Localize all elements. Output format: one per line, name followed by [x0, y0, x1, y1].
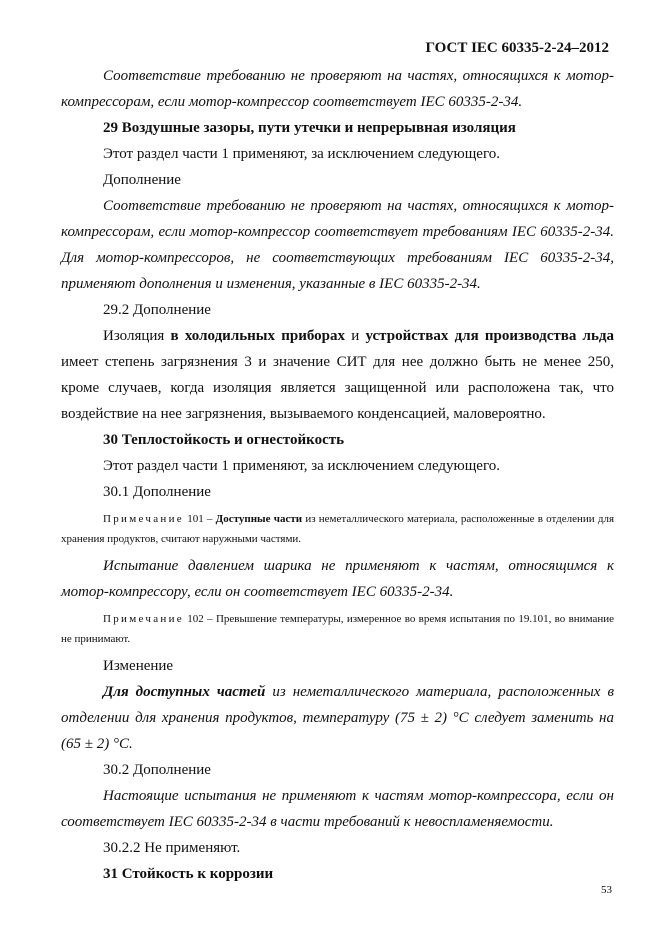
- term-ice-makers: устройствах для производства льда: [365, 328, 614, 344]
- compliance-paragraph: Соответствие требованию не проверяют на частях, относящихся к мотор-компрессорам, если мотор-компрессор соответствует IEC 60335-2-34.: [61, 68, 614, 110]
- modification-text: Для доступных частей из неметаллического материала, расположенных в отделении для хранения продуктов, температуру (75 ± 2) °С следует заменить на (65 ± 2) °С.: [61, 684, 614, 752]
- clause-30-1-title: 30.1 Дополнение: [103, 484, 211, 500]
- clause-30-2-text: Настоящие испытания не применяют к частям мотор-компрессора, если он соответствует IEC 60335-2-34 в части требований к невоспламеняемости.: [61, 788, 614, 830]
- section-30-intro: Этот раздел части 1 применяют, за исключением следующего.: [103, 458, 500, 474]
- clause-30-2-2: 30.2.2 Не применяют.: [103, 840, 241, 856]
- term-refrigerating-appliances: в холодильных приборах: [170, 328, 346, 344]
- section-29-addition-label: Дополнение: [103, 172, 181, 188]
- section-29-intro: Этот раздел части 1 применяют, за исключением следующего.: [103, 146, 500, 162]
- section-30-title: 30 Теплостойкость и огнестойкость: [103, 432, 345, 448]
- term-accessible-parts-italic: Для доступных частей: [103, 684, 266, 700]
- document-body: [61, 63, 614, 887]
- clause-29-2-text: Изоляция в холодильных приборах и устройствах для производства льда имеет степень загрязнения 3 и значение СИТ для нее должно быть не менее 250, кроме случаев, когда изоляция является защищенной или расположена так, что воздействие на нее загрязнения, вызываемого конденсацией, маловероятно.: [61, 328, 614, 422]
- ball-pressure-test-text: Испытание давлением шарика не применяют к частям, относящимся к мотор-компрессору, если он соответствует IEC 60335-2-34.: [61, 558, 614, 600]
- section-29-compliance: Соответствие требованию не проверяют на частях, относящихся к мотор-компрессорам, если мотор-компрессор соответствует требованиям IEC 60335-2-34. Для мотор-компрессоров, не соответствующих требованиям IEC 60335-2-34, применяют дополнения и изменения, указанные в IEC 60335-2-34.: [61, 198, 614, 292]
- standard-header: ГОСТ IEC 60335-2-24–2012: [425, 40, 609, 56]
- section-29-title: 29 Воздушные зазоры, пути утечки и непрерывная изоляция: [103, 120, 516, 136]
- section-31-title: 31 Стойкость к коррозии: [103, 866, 274, 882]
- note-101: Примечание 101 – Доступные части из неметаллического материала, расположенные в отделении для хранения продуктов, считают наружными частями.: [61, 513, 615, 545]
- note-102: Примечание 102 – Превышение температуры, измеренное во время испытания по 19.101, во внимание не принимают.: [61, 613, 614, 645]
- modification-label: Изменение: [103, 658, 174, 674]
- clause-29-2-title: 29.2 Дополнение: [103, 302, 211, 318]
- term-accessible-parts: Доступные части: [215, 513, 303, 525]
- clause-30-2-title: 30.2 Дополнение: [103, 762, 211, 778]
- page-number: 53: [601, 884, 612, 896]
